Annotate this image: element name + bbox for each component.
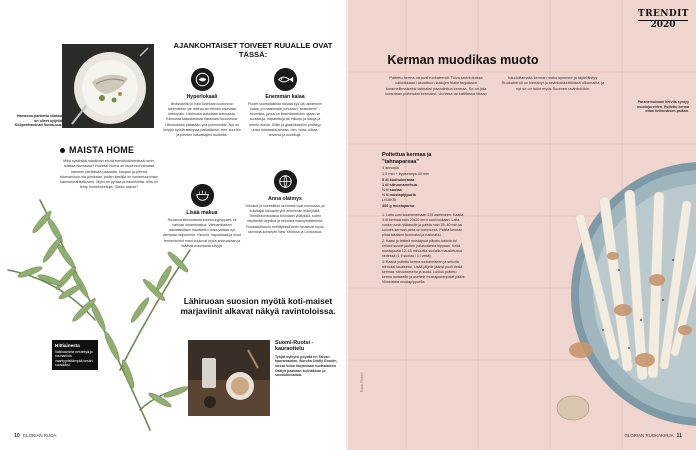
rosemary-caption-body: Valkkaamme nestettyä jo rosmariinia vaarkyydeltämpää kesän suosikiksi. — [55, 350, 93, 367]
oat-drink-photo — [188, 340, 270, 416]
recipe-step: 1. Laita uuni kuumenemaan 225 asteeseen. Kaada 4 dl kermaa noin 20x20 cm:n uunivuokaan. Laita vuoka uunin ylätasolle ja paista noin 35–40 min tai kunnes kerman pinta on tummunut. Paista kerman pinta tasaisen tummaksi ja ruskeaksi. — [382, 212, 464, 237]
ingredient-amount: 5 dl — [382, 177, 389, 182]
trend-more-fish — [245, 68, 325, 138]
recipe-servings: 4 annosta — [382, 166, 399, 171]
badge-line-2: 2020 — [638, 20, 688, 30]
left-footer-brand: GLORIAN RUOA — [22, 433, 57, 438]
oat-caption-title: Suomi-Ruotsi -kauraottelu — [275, 340, 314, 353]
trend-body: Ulkoiset ja kokeelliset ravintolat ovat nousussa, ja kuluttajat haluavat yhä enemmän elämyksiä. Trendiravintoloissa toivotaan yllätyksiä, kuten näyttävää tarjoilua ja erikoisia makuyhdistelmiä. Ruokakulttuurin kehittyessä esiin nousevat myös ravintola-konseptit New Yorkissa ja Lontoossa. — [245, 204, 325, 234]
recipe-block — [382, 152, 466, 286]
trend-heading: Lisää makua — [186, 210, 218, 216]
fish-icon — [274, 68, 297, 91]
recipe-time: 1,5 min + kypsennys 40 min — [382, 172, 430, 177]
recipe-step: 3. Kaada poltettu kerma ruukalmiseen ja sekoita hienoksi tasaiseksi. Lisää jäljelle jäänyt puoli desiä kermaa, sitruunamehu ja suola. Luukoi poltettu kerma lautaselle ja asettele mustajuurenpalat päälle. Viimeistele mustapippurilla. — [382, 260, 466, 285]
plated-fish-photo — [62, 44, 154, 128]
recipe-steps — [382, 213, 466, 286]
ingredient-amount: 1 dl — [382, 182, 389, 187]
trend-body: Ruoassa kiinnostavat kuuma-kypsyydet, eli vahvaa umamimakua. Vietnamilaisen aasialaisittain maustettu ruoka voittaa nyt aiempaa helpommin. Kimchit, hapankaali ja muut fermentoidut maut kuuluvat myös arkiruokaan ja lisäävät maukkaita sävyjä. — [162, 218, 242, 248]
photo-credit: Kuva: Pixlock — [360, 372, 364, 392]
pull-quote: Lähiruoan suosion myötä koti-maiset marjaviinit alkavat näkyä ravintoloissa. — [180, 296, 336, 317]
ingredient-name: sitruunamehua — [389, 182, 417, 187]
right-footer — [624, 433, 682, 439]
ingredient-name: suolaa — [389, 188, 402, 192]
extra-name: mustaparsa — [392, 203, 415, 208]
recipe-step: 2. Kaavi jo lekkeä mustapuut pilkottu kaitola tai reilusti suuret jauhen palasoidesta kippaan. Keitä mustajuurta 12–15 minuuttia suolalla maustetussa vedessä (1 tl suolaa / 1 l vettä). — [382, 239, 462, 259]
badge-line-1: TRENDIT — [638, 9, 689, 19]
maista-home-heading — [60, 145, 134, 155]
salsify-dish-photo — [553, 160, 696, 428]
article-heading: Kerman muodikas muoto — [387, 53, 539, 67]
ingredient-list — [382, 178, 466, 199]
right-footer-brand: GLORIAN RUOKAKIRJA — [624, 433, 674, 438]
maista-home-title: MAISTA HOME — [69, 145, 135, 155]
ingredient-amount: ½ tl — [382, 188, 389, 192]
extra-amount: 400 g — [382, 203, 392, 208]
trends-2020-badge — [638, 10, 688, 30]
plate-photo-caption: Hamssun paistettu silakka on olleet kyljellä Kööpenhaminan Noma-ssa. — [14, 114, 62, 128]
trend-heading: Anna oläimys — [268, 196, 302, 202]
ingredient-amount: ½ tl — [382, 193, 389, 198]
trend-heading: Hyperlokaali — [186, 94, 218, 100]
ingredient-name: mustapippuria — [389, 193, 416, 198]
trend-more-flavor — [162, 184, 242, 249]
bowl-icon — [191, 184, 214, 207]
oat-drink-caption — [275, 340, 339, 378]
trends-section-title: AJANKOHTAISET TOIVEET RUUALLE OVAT TÄSSÄ: — [173, 41, 333, 59]
trend-heading: Enemmän kalaa — [265, 94, 305, 100]
trend-hyperlocal — [162, 68, 242, 138]
bullet-dot-icon — [60, 148, 65, 153]
recipe-title: Poltettua kermaa ja "tahnaparsaa" — [382, 152, 432, 165]
trend-body: Puolet suomalaisista haluaa syö-dä useammin kalaa, jo maailmalla puhutaan "seacuterie" -buumista, jossa on lihaleikkeleiden sijaan se suolattuja, hapatettuja tai etikoitu-ja kaloja ja meren-elaviä. Silliin ja graavikaloihin yhdistyy uusia kalaraaka-aineita, mm. lohta, siikaa, ahventa ja muikkuja. — [247, 102, 323, 137]
dish-photo-caption: Paranemuisaan kervila syntyy muotojureiden. Poltettu kerma ottaa hellinnäisen paikan. — [637, 100, 689, 114]
fish-plate-icon — [191, 68, 214, 91]
ingredient-name: kuohukermaa — [389, 177, 415, 182]
left-footer — [14, 433, 56, 439]
maista-home-body: Mikä sykähtää maailman eh-kä trendikkäimmässä ravin-tolassa Nomassa? Huvella! Noma on tarjonnut vahvasti hameen perittävää pasaatta- kaupan ja piennä tukevanluon-sia pinokalat, joiden kesällä on konemuurohtan kamomurahkeltuvien. Mylvi-en yyrraa ja halunkihtia. Villa on tehty homekokeiluja. Olisko valmis? — [60, 159, 158, 190]
left-page-number: 10 — [14, 433, 20, 439]
extra-ingredient — [382, 204, 466, 209]
globe-icon — [274, 170, 297, 193]
rosemary-caption-box — [52, 340, 98, 370]
rosemary-caption-title: Hittiainesta — [55, 343, 80, 348]
right-page — [348, 0, 696, 450]
trend-experience — [245, 170, 325, 235]
extra-label: LISÄKSI — [382, 198, 397, 203]
right-page-number: 11 — [676, 433, 682, 439]
oat-caption-body: Tyhjät kylkyisi pöydät eri Talvan kauramaidon, Boroka Oddly Goodin, sussa tuloo kurjamaan ruotsalaisen Oatlyn pakkaan kulviakoon jo suosikkimaitoa. — [275, 354, 338, 378]
article-intro: Paltettu kerma on uusi ruokatrendi. Toivo ravintoloissa valkkikkaan rasvattuun laatujen tilalle tarjoillaan karamellimaiseksi tahnaksi paahdettua kermaa. Se on jota kutsutaan poltetuksi kermaksi. Uunissa tai kattilassa hitaan hauduttamalla kerman maku syvenee ja täyteläistyy. Ruokatrendi on kiertänyt jo ravintolakeittiöissä ulkomailla, ja nyt se on tullut myös Suomen ravintoloihin. — [385, 75, 605, 97]
trend-body: Ilmastokriisi jo halu kotimaan luotonnon tukemiseen vie lähiruo-an trendin tukevasti eteenpäin. Lähiruoka tarkoittaa kotimaista. Kiinnosta kasvatetuista Varainais-Suomessa. Lähiruokaan päästään yhä pidemmälle. Nyt on helppo syödä aiempaa paikallisesti, mm. suurten ja pienten kasvattajien tuotteilla. — [163, 102, 241, 137]
